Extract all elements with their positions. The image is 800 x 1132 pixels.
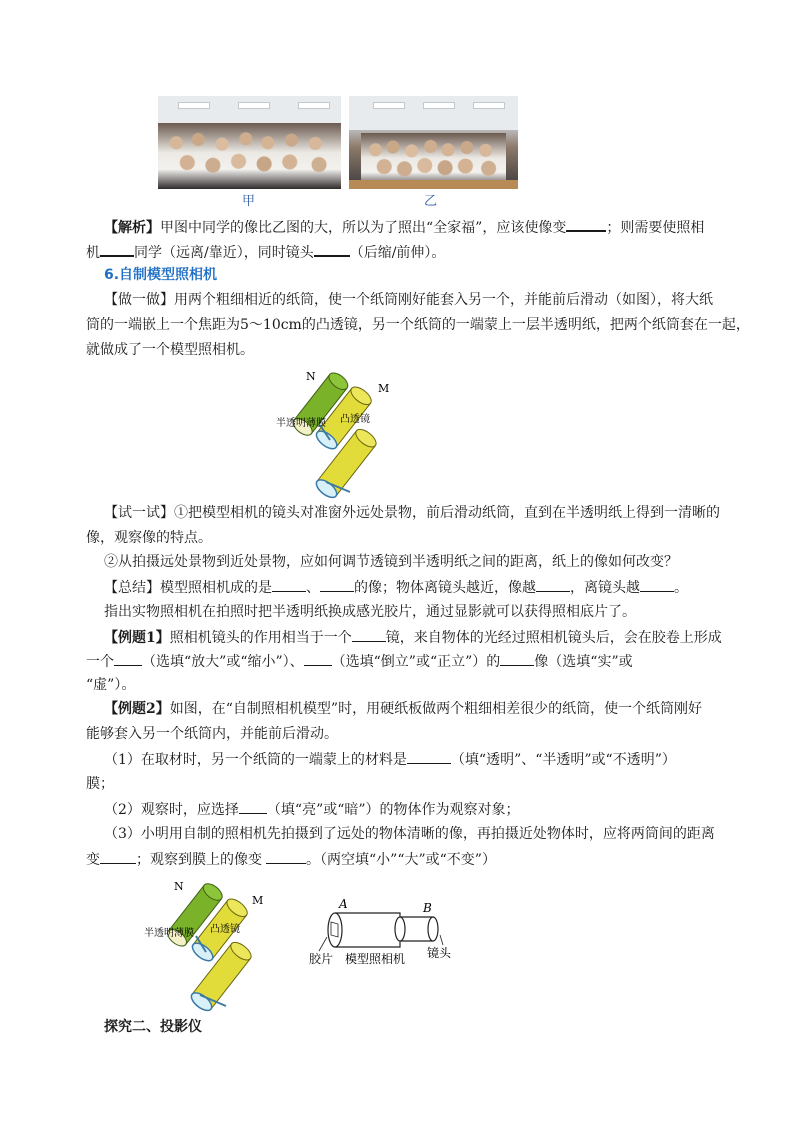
example2-line-2: 能够套入另一个纸筒内，并能前后滑动。 bbox=[86, 726, 338, 742]
example2-q1-cont: 膜； bbox=[86, 776, 114, 792]
do-line-2: 筒的一端嵌上一个焦距为5～10cm的凸透镜，另一个纸筒的一端蒙上一层半透明纸，把两个纸筒套在一起， bbox=[86, 317, 750, 333]
example1-line-2: 一个 （选填“放大”或“缩小”）、 （选填“倒立”或“正立”）的 像（选填“实”或 bbox=[86, 651, 633, 672]
blank[interactable] bbox=[500, 651, 534, 666]
blank[interactable] bbox=[640, 577, 674, 592]
example1-line-3: “虚”）。 bbox=[86, 677, 136, 693]
fig1-label-lens: 凸透镜 bbox=[340, 414, 370, 425]
blank[interactable] bbox=[352, 627, 386, 642]
fig3-label-model: 模型照相机 bbox=[345, 952, 406, 966]
do-line-1: 【做一做】用两个粗细相近的纸筒，使一个纸筒刚好能套入另一个，并能前后滑动（如图），将大纸 bbox=[104, 292, 713, 308]
fig3-label-b: B bbox=[423, 901, 432, 915]
analysis-tag: 【解析】 bbox=[104, 220, 160, 236]
try-line-1: 【试一试】①把模型相机的镜头对准窗外远处景物，前后滑动纸筒，直到在半透明纸上得到一清晰的 bbox=[104, 505, 720, 521]
blank[interactable] bbox=[314, 241, 350, 257]
do-line-3: 就做成了一个模型照相机。 bbox=[86, 342, 254, 358]
example2-q3: （3）小明用自制的照相机先拍摄到了远处的物体清晰的像，再拍摄近处物体时，应将两筒间的距离 bbox=[104, 826, 715, 842]
fig3-label-lens: 镜头 bbox=[427, 946, 452, 960]
try-line-3: ②从拍摄远处景物到近处景物，应如何调节透镜到半透明纸之间的距离，纸上的像如何改变？ bbox=[104, 554, 678, 570]
class-photo-yi bbox=[349, 96, 518, 189]
fig2-label-film: 半透明薄膜 bbox=[144, 928, 194, 939]
fig3-label-a: A bbox=[339, 897, 348, 911]
fig2-label-n: N bbox=[174, 880, 184, 893]
blank[interactable] bbox=[266, 849, 306, 864]
figure-model-camera-1 bbox=[270, 360, 400, 500]
photo-label-yi: 乙 bbox=[424, 194, 438, 209]
blank[interactable] bbox=[272, 577, 306, 592]
blank[interactable] bbox=[114, 651, 142, 666]
example1-line-1: 【例题1】照相机镜头的作用相当于一个 镜，来自物体的光经过照相机镜头后，会在胶卷上形成 bbox=[104, 627, 722, 648]
example2-q2: （2）观察时，应选择 （填“亮”或“暗”）的物体作为观察对象； bbox=[104, 799, 520, 820]
fig2-label-lens: 凸透镜 bbox=[210, 924, 240, 935]
summary-note: 指出实物照相机在拍照时把半透明纸换成感光胶片，通过显影就可以获得照相底片了。 bbox=[104, 604, 636, 620]
try-line-2: 像，观察像的特点。 bbox=[86, 530, 212, 546]
example2-q3-cont: 变 ；观察到膜上的像变 。（两空填“小”“大”或“不变”） bbox=[86, 849, 496, 870]
section-2-heading: 探究二、投影仪 bbox=[104, 1019, 202, 1035]
fig2-label-m: M bbox=[252, 894, 264, 907]
fig1-label-m: M bbox=[378, 382, 390, 395]
summary-line: 【总结】模型照相机成的是 、 的像；物体离镜头越近，像越 ，离镜头越 。 bbox=[104, 577, 688, 598]
figure-camera-model-diagram bbox=[305, 895, 465, 970]
fig3-label-film: 胶片 bbox=[309, 952, 334, 966]
section-6-heading: 6.自制模型照相机 bbox=[104, 267, 218, 283]
blank[interactable] bbox=[100, 849, 136, 864]
blank[interactable] bbox=[320, 577, 354, 592]
example2-line-1: 【例题2】如图，在“自制照相机模型”时，用硬纸板做两个粗细相差很少的纸筒，使一个纸筒刚好 bbox=[104, 701, 703, 717]
blank[interactable] bbox=[304, 651, 332, 666]
analysis-line-2: 机 同学（远离/靠近），同时镜头 （后缩/前伸）。 bbox=[86, 241, 445, 263]
blank[interactable] bbox=[100, 241, 134, 257]
blank[interactable] bbox=[566, 216, 606, 232]
analysis-line-1: 【解析】甲图中同学的像比乙图的大，所以为了照出“全家福”，应该使像变 ；则需要使照相 bbox=[104, 216, 704, 238]
fig1-label-film: 半透明薄膜 bbox=[276, 418, 326, 429]
example2-q1: （1）在取材时，另一个纸筒的一端蒙上的材料是 （填“透明”、“半透明”或“不透明”） bbox=[104, 749, 676, 770]
blank[interactable] bbox=[536, 577, 570, 592]
photo-label-jia: 甲 bbox=[242, 194, 256, 209]
fig1-label-n: N bbox=[306, 370, 316, 383]
figure-model-camera-2 bbox=[140, 872, 280, 1012]
class-photo-jia bbox=[158, 96, 341, 189]
blank[interactable] bbox=[239, 799, 267, 814]
blank[interactable] bbox=[407, 749, 451, 764]
